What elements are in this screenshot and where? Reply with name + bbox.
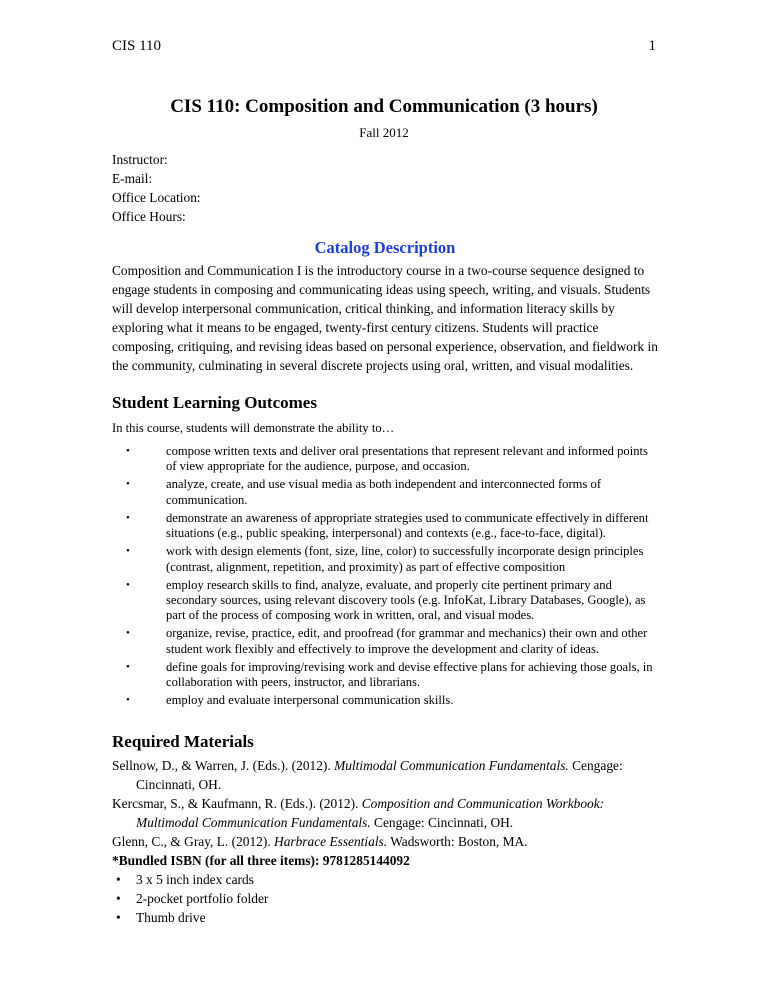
list-item: • employ research skills to find, analyze, evaluate, and properly cite pertinent primary and secondary sources, using relevant discovery tools (e.g. InfoKat, Library Databases, Google), as part of the process of composing work in written, oral, and visual modes. [126,577,646,623]
instructor-info [112,150,658,226]
reference-title: Multimodal Communication Fundamentals. [334,757,569,773]
list-item: • 3 x 5 inch index cards [116,871,254,887]
learning-outcomes-intro: In this course, students will demonstrate the ability to… [112,421,395,435]
bullet-icon: • [126,511,130,524]
reference-title: Harbrace Essentials. [274,833,388,849]
email-label: E-mail: [112,171,153,186]
list-item: • compose written texts and deliver oral presentations that represent relevant and informed points of view appropriate for the audience, purpose, and occasion. [126,444,648,474]
list-item: • work with design elements (font, size, line, color) to successfully incorporate design principles (contrast, alignment, repetition, and proximity) as part of effective composition [126,544,644,574]
reference-entry: Kercsmar, S., & Kaufmann, R. (Eds.). (2012). Composition and Communication Workbook: Multimodal Communication Fundamentals. Cengage: Cincinnati, OH. [112,795,605,830]
bullet-icon: • [126,445,130,457]
bullet-icon: • [126,478,130,491]
reference-title: Composition and Communication Workbook: Multimodal Communication Fundamentals. [136,795,605,830]
document-title: CIS 110: Composition and Communication (3 hours) [170,96,598,117]
office-hours-label: Office Hours: [112,209,186,224]
bullet-icon: • [116,890,121,906]
supplies-list [112,870,658,927]
bullet-icon: • [126,694,130,707]
header-course-code: CIS 110 [112,38,162,54]
reference-entry: Glenn, C., & Gray, L. (2012). Harbrace Essentials. Wadsworth: Boston, MA. [112,833,528,849]
catalog-description-text: Composition and Communication I is the introductory course in a two-course sequence designed to engage students in composing and communicating ideas using speech, writing, and visuals. Students will develop interpersonal communication, critical thinking, and information literacy skills by exploring what it means to be engaged, twenty-first century citizens. Students will practice composing, critiquing, and revising ideas based on personal experience, observation, and fieldwork in the community, culminating in several discrete projects using oral, written, and visual modalities. [112,263,658,373]
catalog-description-heading: Catalog Description [314,238,456,257]
list-item: • analyze, create, and use visual media as both independent and interconnected forms of communication. [126,477,602,507]
reference-entry: Sellnow, D., & Warren, J. (Eds.). (2012). Multimodal Communication Fundamentals. Cengage: Cincinnati, OH. [112,757,623,792]
list-item: • 2-pocket portfolio folder [116,890,269,906]
office-location-label: Office Location: [112,190,201,205]
learning-outcomes-list [112,444,658,709]
list-item: • Thumb drive [116,909,206,925]
bullet-icon: • [116,871,121,887]
list-item: • organize, revise, practice, edit, and proofread (for grammar and mechanics) their own and other student work flexibly and effectively to improve the development and clarity of ideas. [126,626,648,656]
bullet-icon: • [126,545,130,558]
required-materials-heading: Required Materials [112,731,254,751]
instructor-label: Instructor: [112,152,168,167]
term: Fall 2012 [359,125,409,140]
list-item: • employ and evaluate interpersonal communication skills. [126,693,454,708]
learning-outcomes-heading: Student Learning Outcomes [112,393,317,412]
bullet-icon: • [126,627,130,640]
bundled-isbn: *Bundled ISBN (for all three items): 9781285144092 [112,852,410,868]
bullet-icon: • [126,660,130,673]
header-page-number: 1 [648,38,656,54]
running-header [112,38,656,55]
document-body [112,150,658,927]
bullet-icon: • [126,578,130,591]
bullet-icon: • [116,909,121,925]
list-item: • define goals for improving/revising work and devise effective plans for achieving those goals, in collaboration with peers, instructor, and librarians. [126,659,653,690]
list-item: • demonstrate an awareness of appropriate strategies used to communicate effectively in different situations (e.g., public speaking, interpersonal) and contexts (e.g., face-to-face, digital). [126,510,649,541]
